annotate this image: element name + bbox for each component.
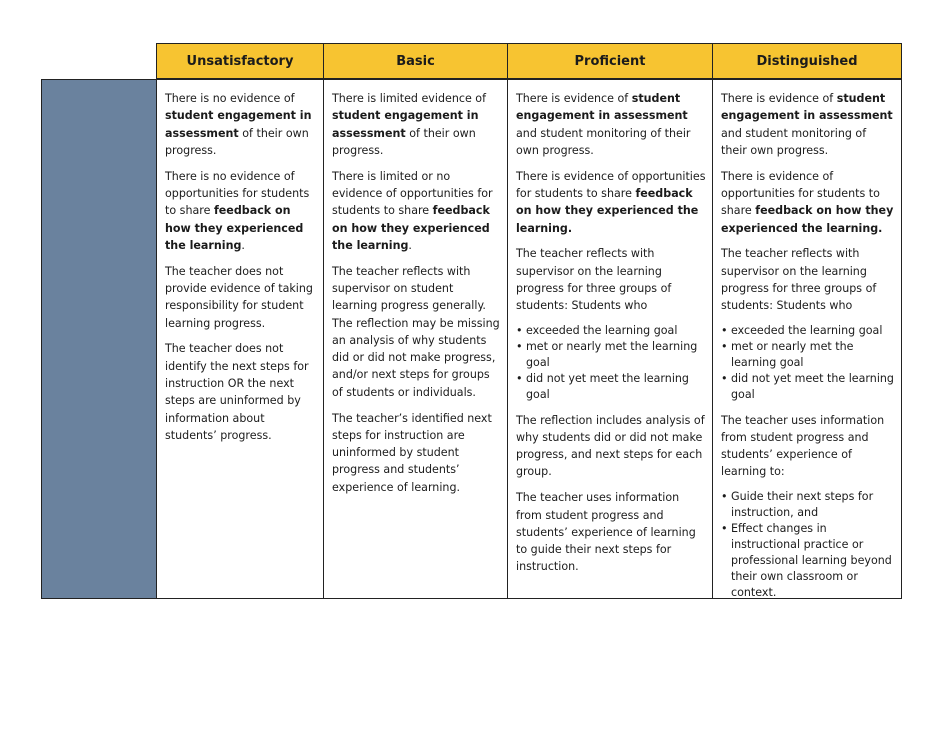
list-item: • Effect changes in instructional practice or professional learning beyond their own classroom or context. — [721, 521, 895, 601]
paragraph: The teacher uses information from student progress and students’ experience of learning to guide their next steps for instruction. — [516, 491, 696, 574]
list-item: • met or nearly met the learning goal — [516, 339, 706, 371]
paragraph: The teacher’s identified next steps for instruction are uninformed by student progress and students’ experience of learning. — [332, 411, 492, 494]
bullet-list — [516, 323, 706, 403]
header-proficient: Proficient — [507, 43, 713, 79]
cell-proficient — [508, 79, 713, 599]
list-item: • exceeded the learning goal — [721, 323, 895, 339]
paragraph: There is evidence of student engagement in assessment and student monitoring of their own progress. — [721, 92, 893, 157]
paragraph: The teacher does not identify the next steps for instruction OR the next steps are uninformed by information about students’ progress. — [165, 342, 309, 442]
list-item: • met or nearly met the learning goal — [721, 339, 895, 371]
cell-unsatisfactory — [157, 79, 324, 599]
paragraph: There is evidence of opportunities for students to share feedback on how they experienced the learning. — [721, 169, 894, 235]
paragraph: The teacher does not provide evidence of taking responsibility for student learning progress. — [165, 264, 313, 330]
paragraph: There is no evidence of student engagement in assessment of their own progress. — [165, 92, 312, 157]
paragraph: There is evidence of student engagement in assessment and student monitoring of their own progress. — [516, 92, 691, 157]
header-distinguished: Distinguished — [712, 43, 902, 79]
paragraph: There is limited evidence of student engagement in assessment of their own progress. — [332, 92, 487, 157]
paragraph: There is evidence of opportunities for students to share feedback on how they experienced the learning. — [516, 169, 706, 235]
bullet-list — [721, 489, 895, 601]
paragraph: The teacher reflects with supervisor on the learning progress for three groups of students: Students who — [721, 247, 877, 313]
cell-basic — [324, 79, 508, 599]
paragraph: The teacher reflects with supervisor on the learning progress for three groups of students: Students who — [516, 247, 672, 313]
header-unsatisfactory: Unsatisfactory — [156, 43, 324, 79]
paragraph: There is no evidence of opportunities for students to share feedback on how they experienced the learning. — [165, 169, 310, 252]
cell-distinguished — [713, 79, 902, 599]
list-item: • did not yet meet the learning goal — [721, 371, 895, 403]
header-basic: Basic — [323, 43, 508, 79]
paragraph: The teacher uses information from student progress and students’ experience of learning to: — [721, 413, 885, 479]
row-label-cell — [41, 79, 157, 599]
paragraph: There is limited or no evidence of opportunities for students to share feedback on how they experienced the learning. — [332, 169, 493, 252]
paragraph: The teacher reflects with supervisor on student learning progress generally. The reflection may be missing an analysis of why students did or did not make progress, and/or next steps for groups of students or individuals. — [332, 264, 500, 399]
list-item: • exceeded the learning goal — [516, 323, 706, 339]
list-item: • Guide their next steps for instruction, and — [721, 489, 895, 521]
paragraph: The reflection includes analysis of why students did or did not make progress, and next steps for each group. — [516, 413, 705, 479]
list-item: • did not yet meet the learning goal — [516, 371, 706, 403]
bullet-list — [721, 323, 895, 403]
